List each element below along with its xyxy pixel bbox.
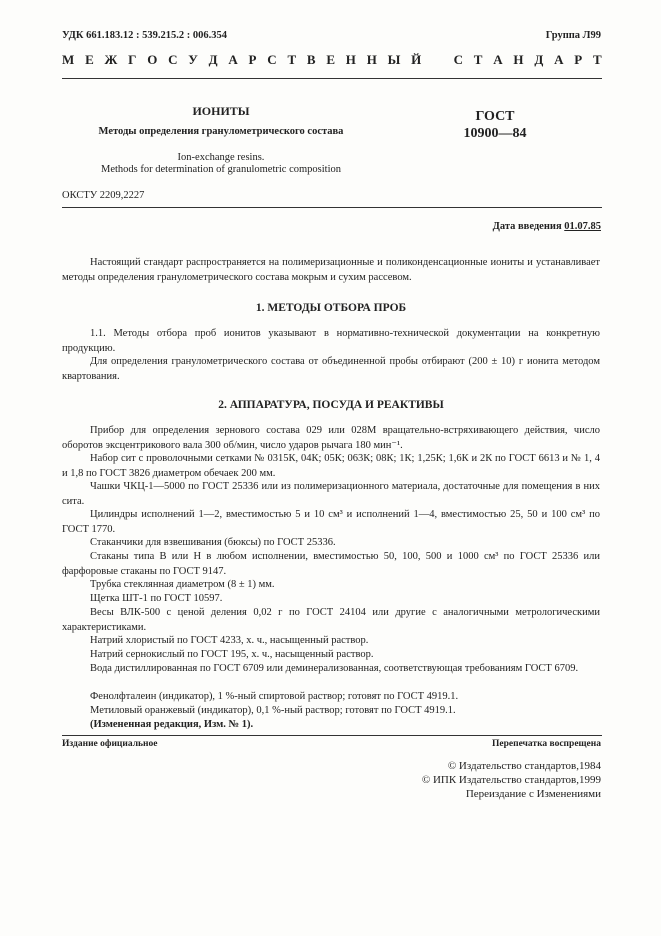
document-subtitle: Методы определения гранулометрического состава xyxy=(98,126,344,137)
section-2-heading: 2. АППАРАТУРА, ПОСУДА И РЕАКТИВЫ xyxy=(218,399,444,411)
footer-rule xyxy=(62,735,602,736)
banner-letter: Т xyxy=(592,52,602,67)
banner-letter: Е xyxy=(326,52,336,67)
banner-letter: Н xyxy=(513,52,524,67)
banner-letter: А xyxy=(228,52,238,67)
apparatus-item: Натрий хлористый по ГОСТ 4233, х. ч., насыщенный раствор. xyxy=(90,635,369,646)
revision-note: (Измененная редакция, Изм. № 1). xyxy=(90,719,254,730)
banner-letter: А xyxy=(493,52,503,67)
gost-number: 10900—84 xyxy=(463,126,527,141)
section-1-paragraph-2: Для определения гранулометрического состава от объединенной пробы отбирают (200 ± 10) г ионита методом квартования. xyxy=(62,356,600,382)
date-label: Дата введения xyxy=(492,221,562,232)
banner-letter: Н xyxy=(345,52,356,67)
okstu-code: ОКСТУ 2209,2227 xyxy=(62,190,145,201)
apparatus-item: Метиловый оранжевый (индикатор), 0,1 %-ный раствор; готовят по ГОСТ 4919.1. xyxy=(90,705,456,716)
copyright-1999: © ИПК Издательство стандартов,1999 xyxy=(421,774,601,786)
official-edition-label: Издание официальное xyxy=(62,739,158,749)
header-rule xyxy=(62,207,602,208)
intro-paragraph: Настоящий стандарт распространяется на полимеризационные и поликонденсационные иониты и устанавливает методы определения гранулометрического состава мокрым и сухим рассевом. xyxy=(62,257,600,283)
english-subtitle: Methods for determination of granulometric composition xyxy=(101,164,341,175)
apparatus-item: Стаканчики для взвешивания (бюксы) по ГОСТ 25336. xyxy=(90,537,336,548)
gost-designation xyxy=(450,108,540,142)
apparatus-item: Натрий сернокислый по ГОСТ 195, х. ч., насыщенный раствор. xyxy=(90,649,374,660)
udk-code: УДК 661.183.12 : 539.215.2 : 006.354 xyxy=(62,30,227,41)
apparatus-item: Цилиндры исполнений 1—2, вместимостью 5 и 10 см³ и исполнений 1—4, вместимостью 25, 50 и 100 см³ по ГОСТ 1770. xyxy=(62,509,600,535)
banner-letter: С xyxy=(168,52,178,67)
banner-letter: Д xyxy=(534,52,544,67)
apparatus-item: Фенолфталеин (индикатор), 1 %-ный спиртовой раствор; готовят по ГОСТ 4919.1. xyxy=(90,691,459,702)
reissue-note: Переиздание с Изменениями xyxy=(465,788,601,800)
apparatus-item: Прибор для определения зернового состава 029 или 028М вращательно-встряхивающего действия, число оборотов эксцентрикового вала 300 об/мин, число ударов рычага 180 мин⁻¹. xyxy=(62,425,600,451)
banner-letter: У xyxy=(188,52,198,67)
english-title: Ion-exchange resins. xyxy=(177,152,265,163)
effective-date xyxy=(493,221,601,232)
banner-letter: Г xyxy=(128,52,137,67)
banner-letter: Ы xyxy=(387,52,401,67)
gost-label: ГОСТ xyxy=(475,109,515,124)
interstate-standard-banner xyxy=(62,52,602,68)
apparatus-item: Набор сит с проволочными сетками № 0315К, 04К; 05К; 063К; 08К; 1К; 1,25К; 1,6К и 2К по ГОСТ 6613 и № 1, 4 и 1,8 по ГОСТ 3826 диаметром обечаек 200 мм. xyxy=(62,453,600,479)
banner-letter: Е xyxy=(85,52,94,67)
date-value: 01.07.85 xyxy=(564,221,601,232)
banner-letter: Д xyxy=(208,52,218,67)
apparatus-item: Вода дистиллированная по ГОСТ 6709 или деминерализованная, соответствующая требованиям ГОСТ 6709. xyxy=(90,663,579,674)
reprint-prohibited-label: Перепечатка воспрещена xyxy=(491,739,601,749)
banner-letter: Й xyxy=(411,52,422,67)
banner-letter: А xyxy=(554,52,564,67)
group-code: Группа Л99 xyxy=(545,30,601,41)
banner-letter: Р xyxy=(248,52,257,67)
banner-letter: Ж xyxy=(104,52,118,67)
apparatus-item: Стаканы типа В или Н в любом исполнении, вместимостью 50, 100, 500 и 1000 см³ по ГОСТ 25336 или фарфоровые стаканы по ГОСТ 9147. xyxy=(62,551,600,577)
banner-letter: В xyxy=(306,52,316,67)
section-1-heading: 1. МЕТОДЫ ОТБОРА ПРОБ xyxy=(255,302,407,314)
banner-letter: С xyxy=(267,52,277,67)
apparatus-item: Щетка ШТ-1 по ГОСТ 10597. xyxy=(90,593,223,604)
document-title: ИОНИТЫ xyxy=(192,104,250,118)
banner-letter: Т xyxy=(473,52,483,67)
apparatus-item: Чашки ЧКЦ-1—5000 по ГОСТ 25336 или из полимеризационного материала, достаточные для помещения в них сита. xyxy=(62,481,600,507)
section-1-paragraph-1: 1.1. Методы отбора проб ионитов указывают в нормативно-технической документации на конкретную продукцию. xyxy=(62,328,600,354)
banner-letter: О xyxy=(147,52,158,67)
copyright-1984: © Издательство стандартов,1984 xyxy=(447,760,601,772)
banner-letter: Р xyxy=(574,52,583,67)
banner-letter: Н xyxy=(366,52,377,67)
banner-letter: М xyxy=(62,52,75,67)
apparatus-item: Трубка стеклянная диаметром (8 ± 1) мм. xyxy=(90,579,275,590)
banner-letter: С xyxy=(453,52,464,67)
banner-letter: Т xyxy=(287,52,297,67)
apparatus-item: Весы ВЛК-500 с ценой деления 0,02 г по ГОСТ 24104 или другие с аналогичными метрологическими характеристиками. xyxy=(62,607,600,633)
banner-rule xyxy=(62,78,602,79)
